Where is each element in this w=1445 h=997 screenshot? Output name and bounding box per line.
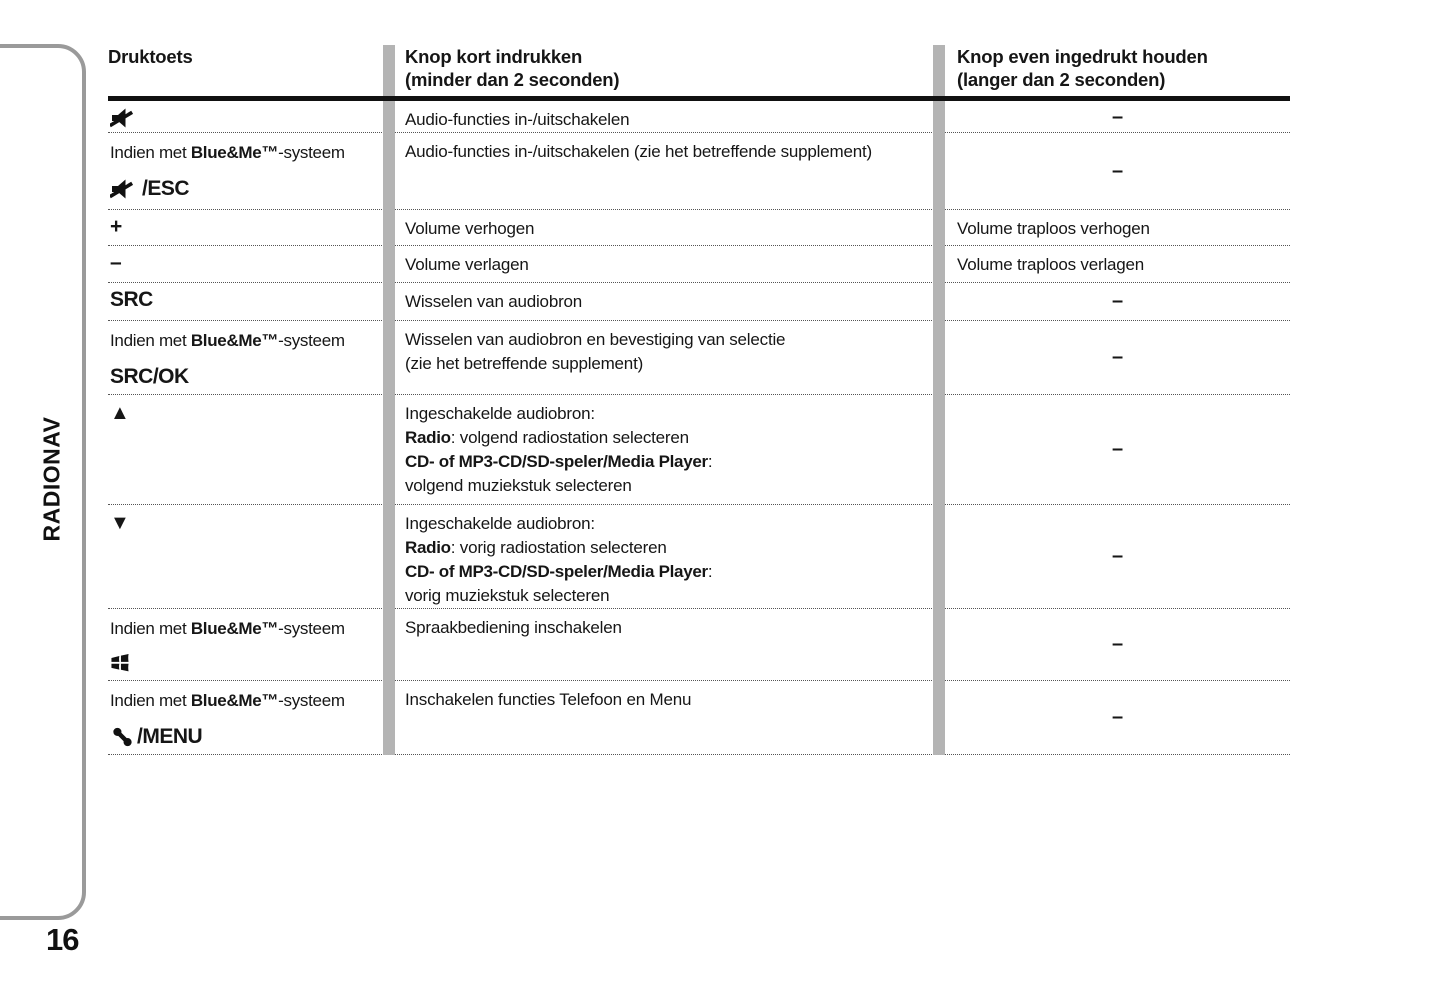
cell-short-press: Audio-functies in-/uitschakelen	[405, 110, 630, 129]
header-rule	[108, 96, 1290, 101]
cell-short-press: Ingeschakelde audiobron: Radio: vorig radiostation selecteren CD- of MP3-CD/SD-speler/Media Player: vorig muziekstuk selecteren	[405, 514, 713, 605]
button-key: SRC	[110, 288, 153, 311]
column-header-druktoets: Druktoets	[108, 46, 193, 67]
table-header	[108, 45, 1290, 96]
cell-druktoets	[108, 681, 395, 754]
column-header-long-press: Knop even ingedrukt houden (langer dan 2 seconden)	[957, 46, 1208, 90]
cell-druktoets	[108, 246, 395, 282]
button-key	[110, 653, 395, 672]
cell-short-press: Audio-functies in-/uitschakelen (zie het betreffende supplement)	[405, 142, 872, 161]
button-key: /ESC	[110, 177, 395, 201]
cell-long-press: –	[1112, 438, 1123, 460]
column-header-short-press: Knop kort indrukken (minder dan 2 seconden)	[405, 46, 620, 90]
cell-long-press: –	[1112, 706, 1123, 728]
column-separator-bar	[933, 45, 945, 755]
table-row	[108, 321, 1290, 395]
mute-speaker-icon	[110, 101, 134, 128]
cell-druktoets	[108, 210, 395, 245]
table-row	[108, 101, 1290, 133]
cell-long-press: –	[1112, 633, 1123, 655]
cell-short-press: Volume verhogen	[405, 219, 535, 238]
cell-short-press: Inschakelen functies Telefoon en Menu	[405, 690, 692, 709]
mute-speaker-icon	[110, 179, 134, 199]
cell-druktoets	[108, 321, 395, 394]
cell-short-press: Volume verlagen	[405, 255, 529, 274]
condition-text: Indien met Blue&Me™-systeem	[110, 143, 345, 162]
cell-druktoets	[108, 505, 395, 608]
cell-druktoets	[108, 133, 395, 209]
table-row	[108, 395, 1290, 505]
cell-short-press: Ingeschakelde audiobron: Radio: volgend radiostation selecteren CD- of MP3-CD/SD-speler/Media Player: volgend muziekstuk selecteren	[405, 404, 713, 495]
page-number: 16	[46, 922, 79, 957]
cell-druktoets	[108, 101, 395, 133]
column-separator-bar	[383, 45, 395, 755]
table-row	[108, 246, 1290, 283]
phone-handset-icon	[110, 725, 135, 749]
cell-druktoets	[108, 283, 395, 320]
table-rows	[108, 101, 1290, 755]
cell-long-press: –	[1112, 545, 1123, 567]
down-arrow-key: ▼	[110, 512, 130, 534]
chapter-label: RADIONAV	[38, 416, 64, 542]
cell-long-press: –	[1112, 346, 1123, 368]
cell-druktoets	[108, 395, 395, 504]
cell-short-press: Spraakbediening inschakelen	[405, 618, 622, 637]
cell-short-press: Wisselen van audiobron	[405, 292, 583, 311]
button-key: –	[110, 251, 122, 274]
table-row	[108, 609, 1290, 681]
cell-druktoets	[108, 609, 395, 680]
windows-logo-icon	[110, 653, 130, 672]
button-function-table	[108, 45, 1290, 755]
up-arrow-key: ▲	[110, 402, 130, 424]
condition-text: Indien met Blue&Me™-systeem	[110, 691, 345, 710]
cell-long-press: Volume traploos verhogen	[957, 219, 1150, 238]
table-row	[108, 505, 1290, 609]
condition-text: Indien met Blue&Me™-systeem	[110, 619, 345, 638]
condition-text: Indien met Blue&Me™-systeem	[110, 331, 345, 350]
cell-short-press: Wisselen van audiobron en bevestiging van selectie (zie het betreffende supplement)	[405, 330, 786, 373]
button-key: +	[110, 215, 122, 238]
table-row	[108, 283, 1290, 321]
cell-long-press: Volume traploos verlagen	[957, 255, 1145, 274]
table-row	[108, 210, 1290, 246]
cell-long-press: –	[1112, 159, 1123, 182]
cell-long-press: –	[1112, 105, 1123, 128]
table-row	[108, 681, 1290, 755]
table-row	[108, 133, 1290, 210]
cell-long-press: –	[1112, 290, 1123, 312]
button-key: SRC/OK	[110, 365, 189, 388]
button-key: /MENU	[110, 725, 395, 749]
